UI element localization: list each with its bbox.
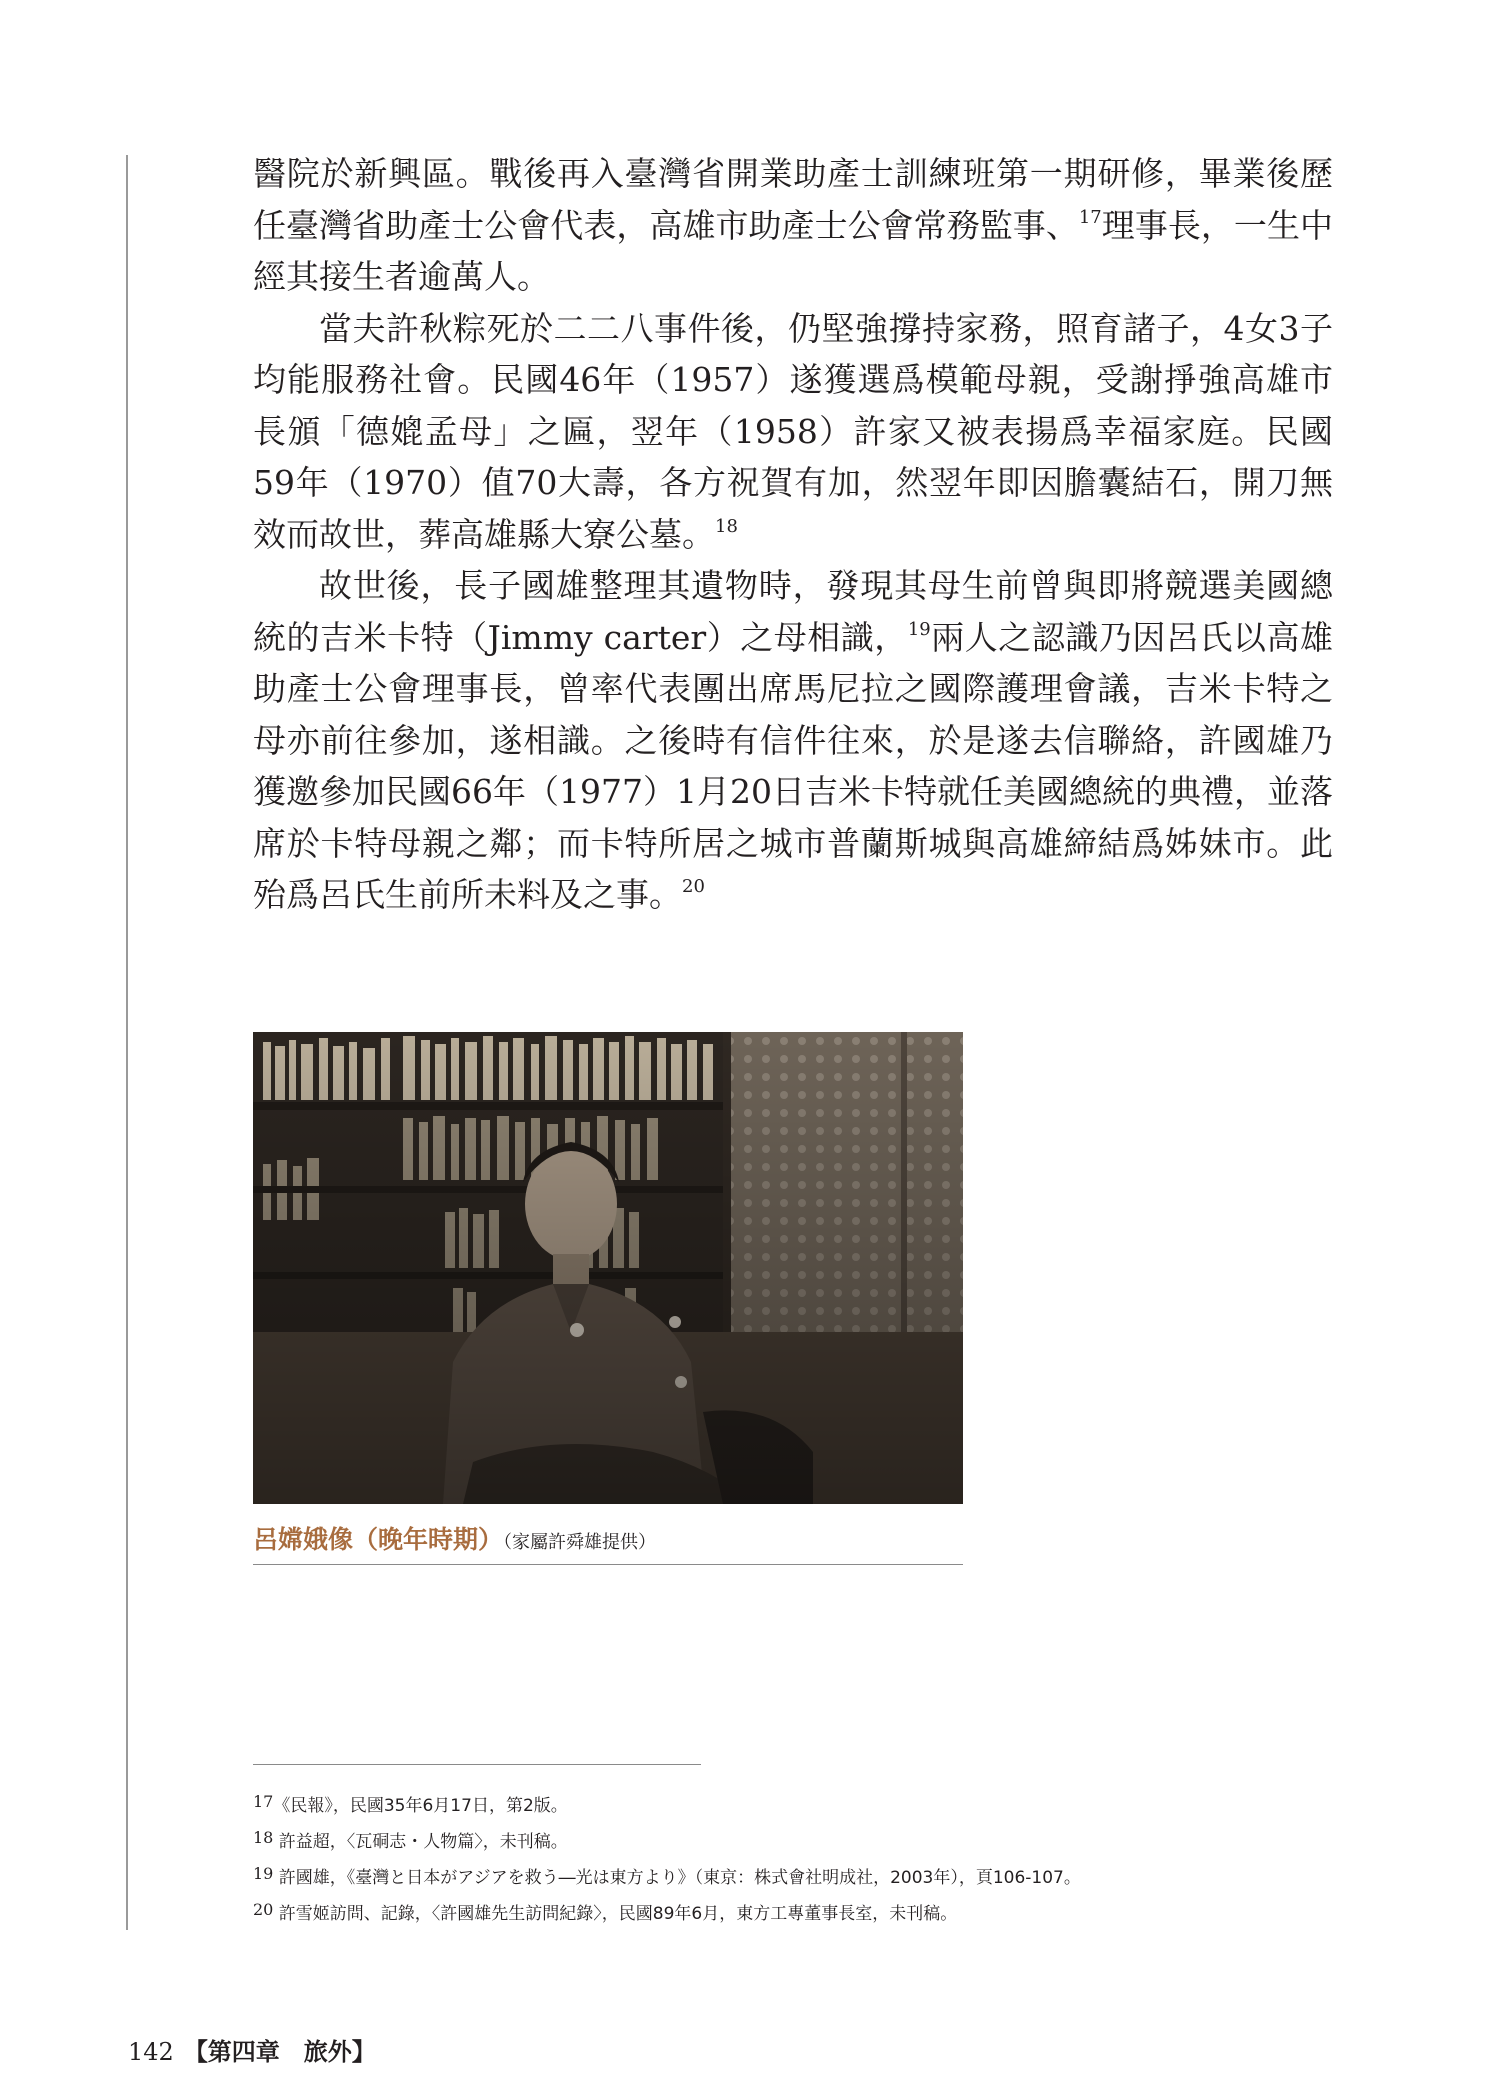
footnote-ref-20[interactable]: 20	[682, 876, 705, 897]
body-text	[253, 148, 1333, 921]
caption-credit: （家屬許舜雄提供）	[503, 1532, 657, 1553]
photo-caption	[253, 1520, 656, 1556]
caption-rule	[253, 1564, 963, 1565]
footnote-ref-17[interactable]: 17	[1078, 206, 1102, 228]
footnote-18: 18 許益超，〈瓦硐志・人物篇〉，未刊稿。	[253, 1828, 568, 1852]
caption-title: 呂嫦娥像（晚年時期）	[253, 1525, 504, 1554]
page-number: 142	[128, 2038, 174, 2066]
footnote-ref-19[interactable]: 19	[907, 618, 931, 640]
paragraph-3: 故世後，長子國雄整理其遺物時，發現其母生前曾與即將競選美國總統的吉米卡特（Jimmy carter）之母相識，$^{19}$兩人之認識乃因呂氏以高雄助產士公會理事長，曾率代表團出席馬尼拉之國際護理會議，吉米卡特之母亦前往參加，遂相識。之後時有信件往來，於是遂去信聯絡，許國雄乃獲邀參加民國66年（1977）1月20日吉米卡特就任美國總統的典禮，並落席於卡特母親之鄰；而卡特所居之城市普蘭斯城與高雄締結爲姊妹市。此殆爲呂氏生前所未料及之事。$^{20}$	[253, 566, 1333, 914]
running-head: 【第四章 旅外】	[183, 2037, 376, 2066]
page-footer	[128, 2032, 376, 2067]
footnote-ref-18[interactable]: 18	[715, 515, 738, 537]
portrait-photo	[253, 1032, 963, 1504]
footnote-rule	[253, 1764, 701, 1765]
paragraph-1: 醫院於新興區。戰後再入臺灣省開業助產士訓練班第一期研修，畢業後歷任臺灣省助產士公會代表，高雄市助產士公會常務監事、$^{17}$理事長，一生中經其接生者逾萬人。	[253, 154, 1334, 296]
paragraph-2: 當夫許秋粽死於二二八事件後，仍堅強撐持家務，照育諸子，4女3子均能服務社會。民國46年（1957）遂獲選爲模範母親，受謝掙強高雄市長頒「德媲孟母」之匾，翌年（1958）許家又被表揚爲幸福家庭。民國59年（1970）值70大壽，各方祝賀有加，然翌年即因膽囊結石，開刀無效而故世，葬高雄縣大寮公墓。$^{18}$	[253, 308, 1333, 554]
footnote-17: 17《民報》，民國35年6月17日，第2版。	[253, 1792, 568, 1816]
footnote-20: 20 許雪姬訪問、記錄，〈許國雄先生訪問紀錄〉，民國89年6月，東方工專董事長室，未刊稿。	[253, 1900, 958, 1924]
margin-rule	[126, 155, 128, 1930]
footnotes	[253, 1786, 1333, 1930]
footnote-19: 19 許國雄，《臺灣と日本がアジアを救う―光は東方より》（東京：株式會社明成社，2003年），頁106-107。	[253, 1864, 1081, 1888]
